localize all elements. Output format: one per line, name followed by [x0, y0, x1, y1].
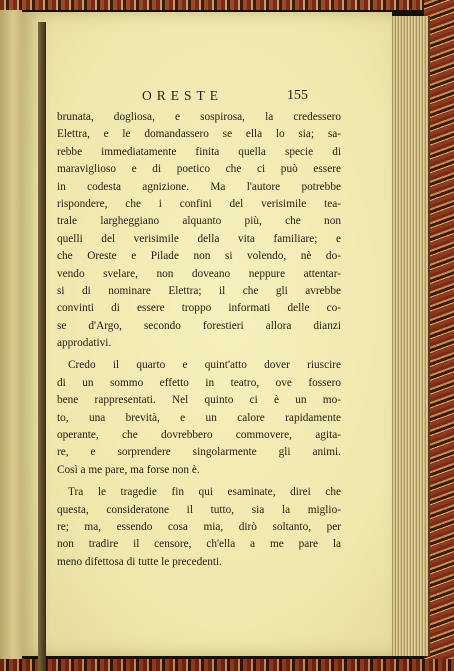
facing-page-edge: [0, 10, 22, 659]
text-line: maraviglioso e di poetico che ci può essere: [57, 163, 341, 176]
text-line: re; ma, essendo cosa mia, dirò soltanto, per: [57, 520, 341, 533]
text-line: rebbe immediatamente finita quella specie di: [57, 145, 341, 158]
text-line: brunata, dogliosa, e sospirosa, la credessero: [57, 111, 341, 123]
text-line: Credo il quarto e quint'atto dover riuscire: [68, 359, 341, 372]
text-line: convinti di essere troppo informati delle co-: [57, 302, 341, 315]
text-line: Elettra, e le domandassero se ella lo sia; sa-: [57, 128, 341, 141]
text-line: Così a me pare, ma forse non è.: [57, 463, 200, 476]
marbled-cover-bottom: [0, 659, 454, 671]
text-line: in codesta agnizione. Ma l'autore potrebbe: [57, 180, 341, 193]
paragraph: [57, 484, 341, 571]
text-line: non tradire il censore, ch'ella a me pare la: [57, 538, 341, 551]
text-line: Tra le tragedie fin qui esaminate, direi che: [68, 486, 341, 499]
text-line: approdativi.: [57, 337, 112, 350]
page-header: [22, 88, 392, 108]
text-line: rispondere, che i confini del verisimile tea-: [57, 197, 341, 210]
text-line: di un sommo effetto in teatro, ove fossero: [57, 376, 341, 389]
marbled-cover-top: [0, 0, 454, 10]
text-line: to, una brevità, e un calore rapidamente: [57, 411, 341, 424]
text-line: trale largheggiano alquanto più, che non: [57, 215, 341, 228]
text-line: quelli del verisimile della vita familiare; e: [57, 232, 341, 245]
text-line: vendo svelare, non doveano neppure attentar-: [57, 267, 341, 280]
text-line: operante, che dovrebbero commovere, agita-: [57, 429, 341, 442]
running-title: ORESTE: [142, 88, 224, 103]
book-page: [22, 12, 392, 656]
page-number: 155: [287, 88, 308, 103]
text-line: si di nominare Elettra; il che gli avrebbe: [57, 284, 341, 297]
paragraph: [57, 109, 341, 352]
text-line: bene rappresentati. Nel quinto ci è un mo-: [57, 394, 341, 407]
page-stack-edges: [388, 16, 430, 656]
text-line: re, e sorprendere singolarmente gli animi.: [57, 446, 341, 459]
paragraph: [57, 357, 341, 479]
text-line: se d'Argo, secondo forestieri allora dianzi: [57, 319, 341, 332]
page-body: [57, 109, 341, 571]
text-line: questa, consideratone il tutto, sia la miglio-: [57, 503, 341, 516]
text-line: che Oreste e Pilade non si volendo, nè do-: [57, 250, 341, 263]
text-line: meno difettosa di tutte le precedenti.: [57, 555, 223, 568]
binding-gutter: [38, 22, 46, 671]
